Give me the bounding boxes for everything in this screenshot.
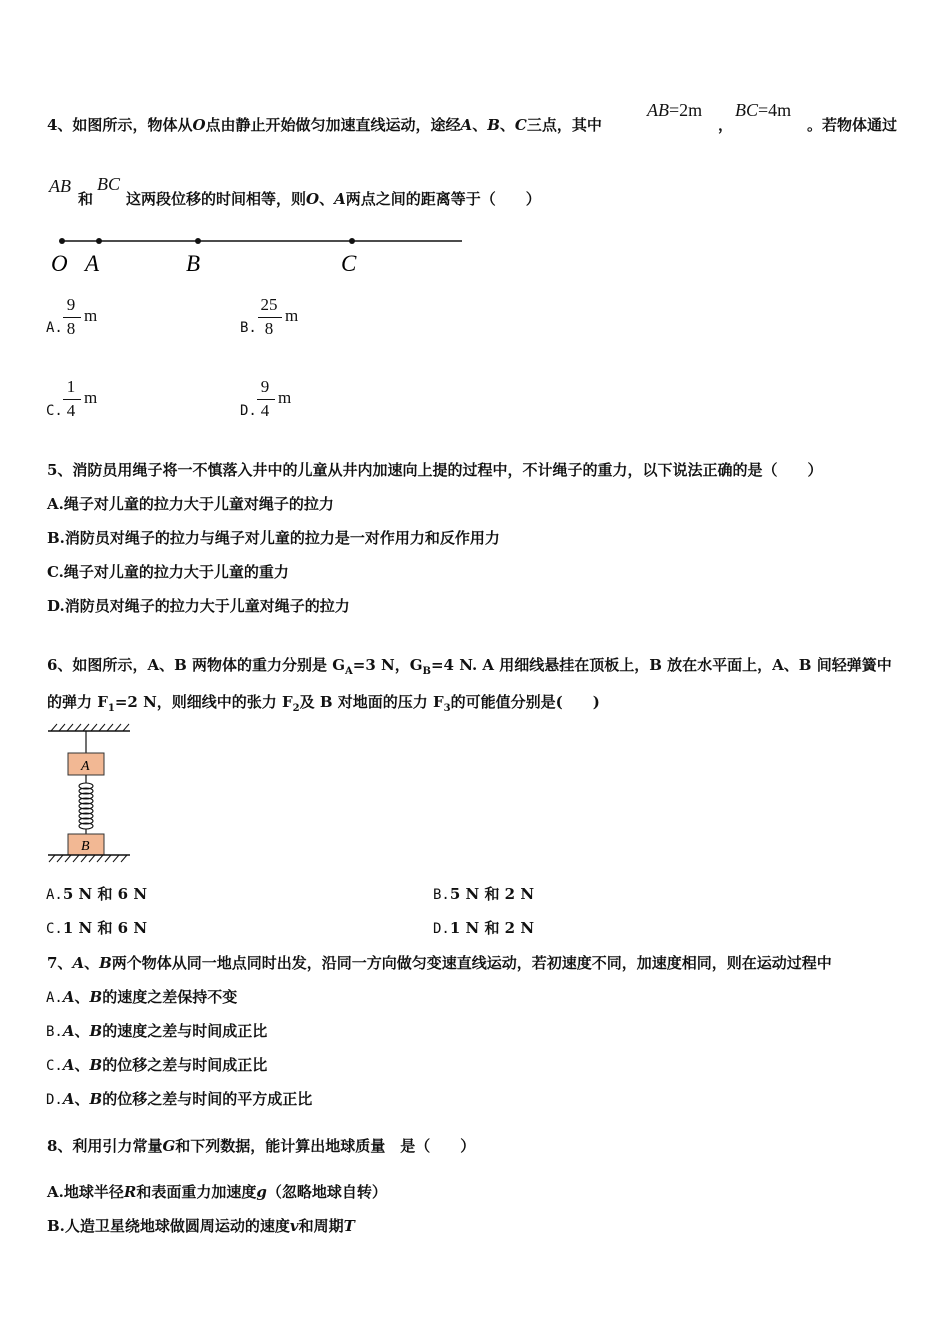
label-b: B: [186, 251, 201, 276]
ceiling-hatch: [51, 724, 129, 731]
q7-option-c: C.A、B的位移之差与时间成正比: [46, 1056, 268, 1074]
q7-option-d: D.A、B的位移之差与时间的平方成正比: [46, 1090, 313, 1108]
q8-option-a: A.地球半径R和表面重力加速度g（忽略地球自转）: [47, 1183, 387, 1201]
q6-stem-line1: 6、如图所示，A、B 两物体的重力分别是 $G_A=3$ N，$G_B=4$ N. A 用细线悬挂在顶板上，B 放在水平面上，A、B 间轻弹簧中: [47, 656, 892, 677]
q4-eq-bc: BC=4m: [735, 100, 792, 120]
label-o: O: [51, 251, 68, 276]
q4-figure-line: [45, 228, 470, 280]
spring-coil: [79, 783, 93, 829]
q7-option-a: A.A、B的速度之差保持不变: [46, 988, 238, 1006]
q6-figure-spring: [45, 722, 135, 868]
q7-stem: 7、A、B两个物体从同一地点同时出发，沿同一方向做匀变速直线运动，若初速度不同，加速度相同，则在运动过程中: [47, 954, 832, 972]
q5-stem: 5、消防员用绳子将一不慎落入井中的儿童从井内加速向上提的过程中，不计绳子的重力，以下说法正确的是（ ）: [47, 461, 823, 479]
q5-option-d: D.消防员对绳子的拉力大于儿童对绳子的拉力: [47, 597, 350, 615]
q4-option-a-letter: A.: [46, 320, 63, 336]
q6-stem-line2: 的弹力 $F_1=2$ N，则细线中的张力 $F_2$及 B 对地面的压力 $F_3$的可能值分别是( ): [47, 693, 600, 714]
q7-option-b: B.A、B的速度之差与时间成正比: [46, 1022, 268, 1040]
point-c: [349, 238, 355, 244]
q4-stem-line2: 这两段位移的时间相等，则O、A两点之间的距离等于（ ）: [126, 190, 541, 208]
q5-option-b: B.消防员对绳子的拉力与绳子对儿童的拉力是一对作用力和反作用力: [47, 529, 500, 547]
q4-option-c-letter: C.: [46, 403, 63, 419]
point-a: [96, 238, 102, 244]
block-a-label: A: [81, 759, 90, 774]
block-b-label: B: [81, 839, 90, 854]
point-b: [195, 238, 201, 244]
q4-option-b-letter: B.: [240, 320, 257, 336]
q4-line2-bc: BC: [97, 174, 121, 194]
label-a: A: [85, 251, 100, 276]
q5-option-a: A.绳子对儿童的拉力大于儿童对绳子的拉力: [47, 495, 334, 513]
q4-eq-ab: AB=2m: [647, 100, 703, 120]
q4-stem-line1: 4、如图所示，物体从O点由静止开始做匀加速直线运动，途经A、B、C三点，其中: [47, 116, 602, 134]
q8-option-b: B.人造卫星绕地球做圆周运动的速度v和周期T: [47, 1217, 355, 1235]
q4-line2-and: 和: [78, 190, 94, 208]
q6-option-c: C.1 N 和 6 N: [46, 919, 148, 937]
q8-stem: 8、利用引力常量G和下列数据，能计算出地球质量 是（ ）: [47, 1137, 476, 1155]
label-c: C: [341, 251, 357, 276]
q6-option-a: A.5 N 和 6 N: [46, 885, 148, 903]
q4-comma: ，: [718, 116, 734, 134]
q5-option-c: C.绳子对儿童的拉力大于儿童的重力: [47, 563, 289, 581]
q4-stem-tail: 。若物体通过: [807, 116, 898, 134]
q6-option-b: B.5 N 和 2 N: [433, 885, 535, 903]
q4-option-d-letter: D.: [240, 403, 257, 419]
ground-hatch: [49, 855, 127, 862]
q4-line2-ab: AB: [49, 176, 71, 196]
q6-option-d: D.1 N 和 2 N: [433, 919, 535, 937]
point-o: [59, 238, 65, 244]
